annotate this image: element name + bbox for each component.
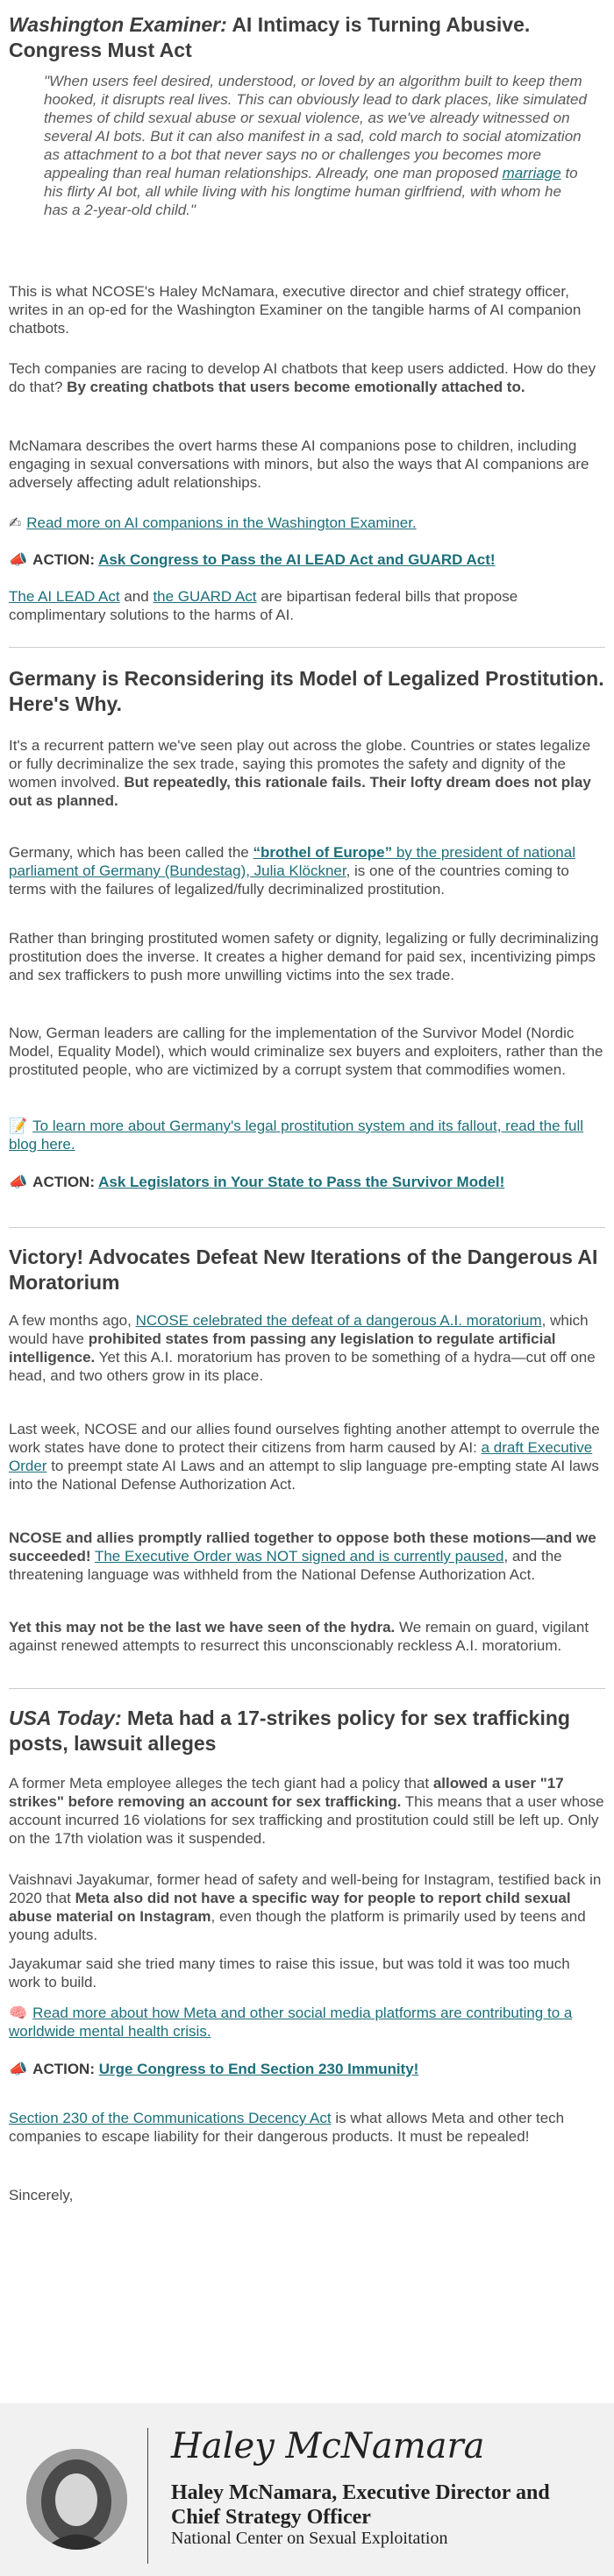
text: and	[119, 588, 154, 605]
bold-text: Yet this may not be the last we have seen of the hydra.	[9, 1619, 396, 1636]
action-label: ACTION:	[32, 551, 99, 568]
paragraph	[9, 1774, 605, 1848]
bold-text: prohibited states from passing any legislation to regulate artificial intelligence.	[9, 1331, 556, 1366]
text: It's a recurrent pattern we've seen play out across the globe. Countries or states legalize or fully decriminalize the sex trade, saying this promotes the safety and dignity of the women involved.	[9, 737, 591, 791]
text: Tech companies are racing to develop AI chatbots that keep users addicted. How do they do that?	[9, 360, 596, 395]
paragraph	[9, 359, 605, 396]
divider	[9, 1227, 605, 1228]
quote-text: "When users feel desired, understood, or loved by an algorithm built to keep them hooked, it disrupts real lives. This can obviously lead to dark places, like simulated themes of child sexual abuse or sexual violence, as we've already witnessed on several AI bots. But it can also manifest in a sad, cold march to social atomization as attachment to a bot that never says no or challenges you becomes more appealing than real human relationships. Already, one man proposed	[44, 73, 587, 181]
section-title-germany: Germany is Reconsidering its Model of Legalized Prostitution. Here's Why.	[9, 667, 604, 715]
text: Germany, which has been called the	[9, 844, 253, 861]
text: A former Meta employee alleges the tech giant had a policy that	[9, 1775, 433, 1792]
paragraph: Rather than bringing prostituted women safety or dignity, legalizing or fully decriminalizing prostitution does the inverse. It creates a higher demand for paid sex, incentivizing pimps and sex traffickers to push more unwilling victims into the sex trade.	[9, 930, 599, 983]
link-text: by the president of national parliament of Germany (Bundestag), Julia Klöckner	[9, 844, 575, 879]
paragraph	[9, 2109, 605, 2146]
action-line	[9, 550, 605, 569]
megaphone-icon: 📣	[9, 551, 28, 568]
section-title-ai-intimacy	[9, 12, 605, 63]
bold-text: NCOSE and allies promptly rallied together to oppose both these motions—and we succeeded!	[9, 1529, 596, 1565]
draft-executive-order-link[interactable]: a draft Executive Order	[9, 1439, 593, 1474]
paragraph	[9, 843, 605, 898]
text: , even though the platform is primarily used by teens and young adults.	[9, 1908, 586, 1943]
divider	[9, 1688, 605, 1689]
action-label: ACTION:	[32, 2061, 99, 2077]
text: We remain on guard, vigilant against renewed attempts to resurrect this unconscionably reckless A.I. moratorium.	[9, 1619, 589, 1654]
section-title-meta	[9, 1706, 605, 1756]
action-link[interactable]: Ask Congress to Pass the AI LEAD Act and GUARD Act!	[98, 551, 496, 568]
brain-icon: 🧠	[9, 2005, 28, 2021]
text: Vaishnavi Jayakumar, former head of safety and well-being for Instagram, testified back in 2020 that	[9, 1871, 602, 1906]
quote-text-end: to his flirty AI bot, all while living with his longtime human girlfriend, with whom he has a 2-year-old child."	[44, 165, 578, 218]
executive-order-paused-link[interactable]: The Executive Order was NOT signed and is currently paused	[94, 1548, 504, 1565]
divider	[9, 647, 605, 648]
action-label: ACTION:	[32, 1174, 99, 1190]
paragraph: Now, German leaders are calling for the implementation of the Survivor Model (Nordic Model, Equality Model), which would criminalize sex buyers and exploiters, rather than the prostituted people, who are victimized by a corrupt system that commodifies women.	[9, 1025, 603, 1078]
action-line	[9, 1173, 605, 1191]
paragraph	[9, 1311, 605, 1385]
megaphone-icon: 📣	[9, 2061, 28, 2077]
avatar-portrait	[26, 2449, 127, 2550]
paragraph: This is what NCOSE's Haley McNamara, executive director and chief strategy officer, writes in an op-ed for the Washington Examiner on the tangible harms of AI companion chatbots.	[9, 283, 582, 337]
text: This means that a user whose account incurred 16 violations for sex trafficking and prostitution could still be left up. Only on the 17th violation was it suspended.	[9, 1793, 604, 1847]
paragraph	[9, 736, 605, 810]
ncose-celebrated-link[interactable]: NCOSE celebrated the defeat of a dangerous A.I. moratorium	[135, 1312, 542, 1329]
memo-icon: 📝	[9, 1118, 28, 1134]
text: Yet this A.I. moratorium has proven to be something of a hydra—cut off one head, and two others grow in its place.	[9, 1349, 596, 1384]
learn-more-link[interactable]: To learn more about Germany's legal prostitution system and its fallout, read the full blog here.	[9, 1118, 584, 1153]
text: to preempt state AI Laws and an attempt to slip language pre-empting state AI laws into the National Defense Authorization Act.	[9, 1458, 599, 1493]
paragraph: Jayakumar said she tried many times to raise this issue, but was told it was too much work to build.	[9, 1955, 570, 1991]
read-more-line	[9, 514, 605, 532]
text: are bipartisan federal bills that propose complimentary solutions to the harms of AI.	[9, 588, 518, 623]
paragraph: McNamara describes the overt harms these AI companions pose to children, including engaging in sexual conversations with minors, but also the ways that AI companions are adversely affecting adult relationships.	[9, 437, 589, 491]
signature-divider	[147, 2428, 148, 2564]
action-line	[9, 2060, 605, 2078]
text: A few months ago,	[9, 1312, 136, 1329]
paragraph	[9, 587, 605, 624]
guard-act-link[interactable]: the GUARD Act	[153, 588, 257, 605]
bold-link-text: “brothel of Europe”	[253, 844, 393, 861]
action-link[interactable]: Ask Legislators in Your State to Pass the Survivor Model!	[98, 1174, 505, 1190]
paragraph	[9, 1529, 605, 1584]
text: is what allows Meta and other tech companies to escape liability for their dangerous products. It must be repealed!	[9, 2110, 565, 2145]
paragraph	[9, 1420, 605, 1494]
section-230-link[interactable]: Section 230 of the Communications Decency Act	[9, 2110, 332, 2126]
paragraph	[9, 1870, 605, 1944]
bold-text: By creating chatbots that users become emotionally attached to.	[67, 379, 525, 395]
bold-text: Meta also did not have a specific way for people to report child sexual abuse material on Instagram	[9, 1890, 571, 1925]
title-text: AI Intimacy is Turning Abusive. Congress Must Act	[9, 13, 531, 61]
signer-name: Haley McNamara, Executive Director and Chief Strategy Officer	[171, 2481, 550, 2529]
text: Last week, NCOSE and our allies found ourselves fighting another attempt to overrule the work states have done to protect their citizens from harm caused by AI:	[9, 1421, 600, 1456]
megaphone-icon: 📣	[9, 1174, 28, 1190]
text: , which would have	[9, 1312, 589, 1347]
learn-more-line	[9, 1117, 605, 1153]
avatar	[26, 2449, 127, 2550]
text: , is one of the countries coming to terms with the failures of legalized/fully decriminalized prostitution.	[9, 862, 569, 898]
closing: Sincerely,	[9, 2187, 74, 2203]
title-text: Meta had a 17-strikes policy for sex trafficking posts, lawsuit alleges	[9, 1707, 570, 1755]
action-link[interactable]: Urge Congress to End Section 230 Immunity!	[98, 2061, 419, 2077]
signer-organization: National Center on Sexual Exploitation	[171, 2529, 448, 2548]
read-more-link[interactable]: Read more on AI companions in the Washington Examiner.	[26, 514, 417, 531]
bold-text: allowed a user "17 strikes" before removing an account for sex trafficking.	[9, 1775, 564, 1810]
pull-quote	[9, 72, 605, 219]
text: , and the threatening language was withheld from the National Defense Authorization Act.	[9, 1548, 562, 1583]
writing-hand-icon: ✍	[9, 514, 22, 531]
outlet-name: Washington Examiner:	[9, 13, 227, 36]
bold-text: But repeatedly, this rationale fails. Their lofty dream does not play out as planned.	[9, 774, 591, 809]
handwritten-signature: Haley McNamara	[171, 2426, 485, 2466]
section-title-victory: Victory! Advocates Defeat New Iterations of the Dangerous AI Moratorium	[9, 1245, 598, 1294]
paragraph	[9, 1618, 605, 1655]
read-more-line	[9, 2004, 605, 2040]
outlet-name: USA Today:	[9, 1707, 122, 1729]
ai-lead-act-link[interactable]: The AI LEAD Act	[9, 588, 120, 605]
marriage-link[interactable]: marriage	[502, 165, 561, 181]
read-more-link[interactable]: Read more about how Meta and other social media platforms are contributing to a worldwide mental health crisis.	[9, 2005, 573, 2040]
